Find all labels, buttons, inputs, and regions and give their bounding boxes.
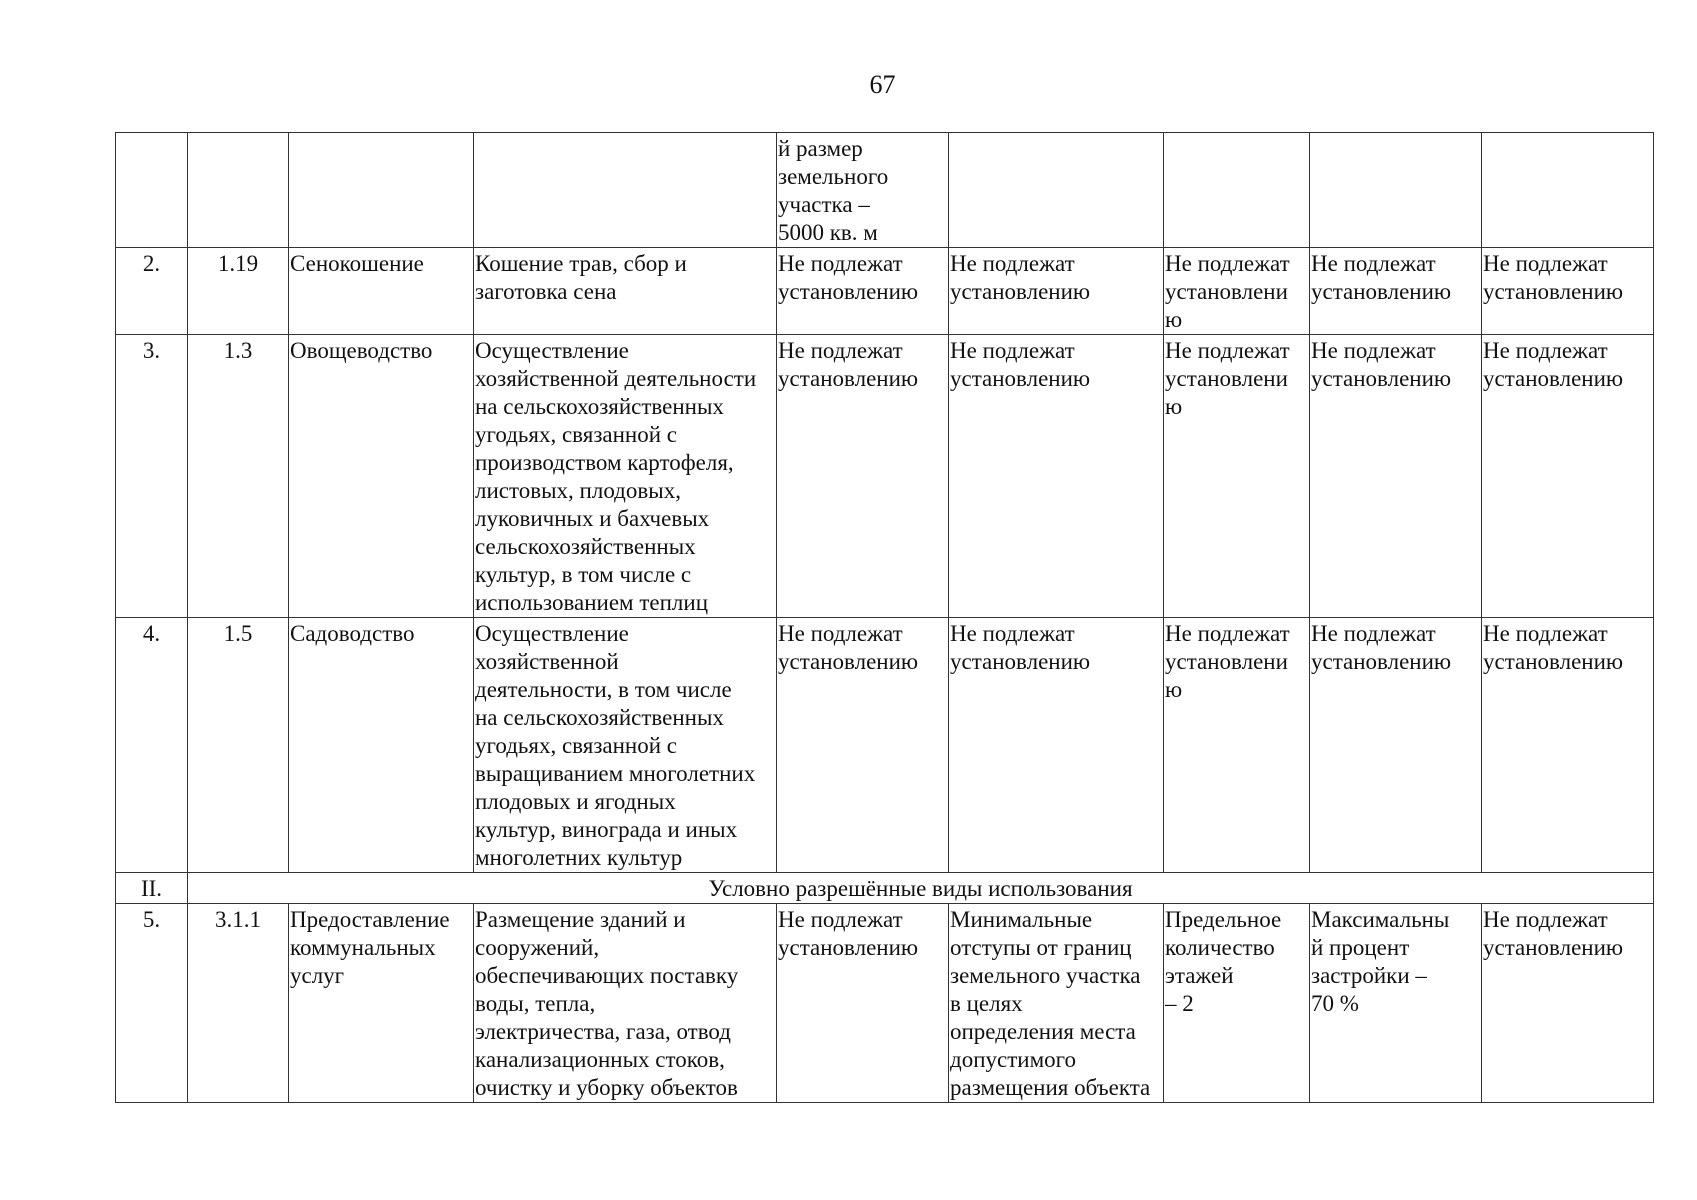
cell-text: Сенокошение — [290, 251, 424, 276]
cell-col5 — [777, 335, 949, 618]
table-row — [116, 618, 1654, 873]
cell-text: Не подлежат установлени ю — [1165, 621, 1290, 702]
cell-col7 — [1164, 248, 1310, 335]
cell-description — [474, 618, 777, 873]
cell-text: Размещение зданий и сооружений, обеспечивающих поставку воды, тепла, электричества, газа, отвод канализационных стоков, очистку и уборку объектов — [475, 907, 739, 1100]
cell-col7 — [1164, 904, 1310, 1103]
page-number: 67 — [869, 70, 896, 99]
table-row — [116, 904, 1654, 1103]
section-header-row — [116, 873, 1654, 904]
cell-col9 — [1482, 904, 1654, 1103]
cell-description — [474, 904, 777, 1103]
cell-col7 — [1164, 335, 1310, 618]
cell-code — [188, 133, 289, 248]
cell-text: Не подлежат установлению — [1311, 621, 1452, 674]
cell-col8 — [1310, 248, 1482, 335]
section-number: II. — [116, 873, 188, 904]
cell-text: Не подлежат установлению — [950, 621, 1091, 674]
cell-text: Не подлежат установлени ю — [1165, 251, 1290, 332]
cell-text: Не подлежат установлению — [1311, 251, 1452, 304]
cell-num: 3. — [116, 335, 188, 618]
cell-col9 — [1482, 133, 1654, 248]
cell-text: Не подлежат установлению — [1483, 251, 1624, 304]
cell-text: Не подлежат установлению — [1483, 621, 1624, 674]
cell-description — [474, 133, 777, 248]
cell-text: Не подлежат установлению — [950, 338, 1091, 391]
cell-name — [289, 618, 474, 873]
cell-col8 — [1310, 335, 1482, 618]
cell-text: Кошение трав, сбор и заготовка сена — [475, 251, 687, 304]
cell-col9 — [1482, 618, 1654, 873]
cell-name — [289, 335, 474, 618]
cell-text: Не подлежат установлению — [778, 251, 919, 304]
cell-description — [474, 248, 777, 335]
cell-col6 — [949, 335, 1164, 618]
cell-text: Осуществление хозяйственной деятельности на сельскохозяйственных угодьях, связанной с производством картофеля, листовых, плодовых, луковичных и бахчевых сельскохозяйственных культур, в том числе с использованием теплиц — [475, 338, 757, 615]
cell-text: Не подлежат установлени ю — [1165, 338, 1290, 419]
section-title: Условно разрешённые виды использования — [188, 873, 1654, 904]
cell-text: Не подлежат установлению — [778, 907, 919, 960]
cell-col7 — [1164, 133, 1310, 248]
cell-num: 4. — [116, 618, 188, 873]
cell-col7 — [1164, 618, 1310, 873]
cell-text: Осуществление хозяйственной деятельности, в том числе на сельскохозяйственных угодьях, связанной с выращиванием многолетних плодовых и ягодных культур, винограда и иных многолетних культур — [475, 621, 756, 870]
cell-text: Не подлежат установлению — [778, 621, 919, 674]
cell-col8 — [1310, 133, 1482, 248]
cell-col6 — [949, 133, 1164, 248]
cell-col6 — [949, 248, 1164, 335]
cell-text: Овощеводство — [290, 338, 433, 363]
cell-name — [289, 904, 474, 1103]
cell-text: Минимальные отступы от границ земельного участка в целях определения места допустимого размещения объекта — [950, 907, 1151, 1100]
cell-col9 — [1482, 248, 1654, 335]
continuation-row — [116, 133, 1654, 248]
cell-text: й размер земельного участка – 5000 кв. м — [778, 136, 889, 245]
cell-col8 — [1310, 618, 1482, 873]
cell-text: Не подлежат установлению — [778, 338, 919, 391]
cell-col5 — [777, 248, 949, 335]
cell-text: Предоставление коммунальных услуг — [290, 907, 450, 988]
table-row — [116, 335, 1654, 618]
cell-code: 1.5 — [188, 618, 289, 873]
land-use-regulations-table — [115, 132, 1654, 1103]
table-row — [116, 248, 1654, 335]
cell-code: 1.3 — [188, 335, 289, 618]
cell-num: 5. — [116, 904, 188, 1103]
cell-name — [289, 133, 474, 248]
cell-text: Не подлежат установлению — [950, 251, 1091, 304]
cell-text: Предельное количество этажей – 2 — [1165, 907, 1282, 1016]
cell-col5 — [777, 904, 949, 1103]
cell-col6 — [949, 904, 1164, 1103]
cell-text: Садоводство — [290, 621, 415, 646]
cell-code: 1.19 — [188, 248, 289, 335]
cell-name — [289, 248, 474, 335]
cell-text: Не подлежат установлению — [1483, 338, 1624, 391]
cell-num: 2. — [116, 248, 188, 335]
cell-col5 — [777, 133, 949, 248]
cell-num — [116, 133, 188, 248]
cell-description — [474, 335, 777, 618]
cell-text: Не подлежат установлению — [1311, 338, 1452, 391]
cell-code: 3.1.1 — [188, 904, 289, 1103]
cell-text: Максимальны й процент застройки – 70 % — [1311, 907, 1450, 1016]
cell-col6 — [949, 618, 1164, 873]
cell-text: Не подлежат установлению — [1483, 907, 1624, 960]
cell-col9 — [1482, 335, 1654, 618]
cell-col8 — [1310, 904, 1482, 1103]
cell-col5 — [777, 618, 949, 873]
